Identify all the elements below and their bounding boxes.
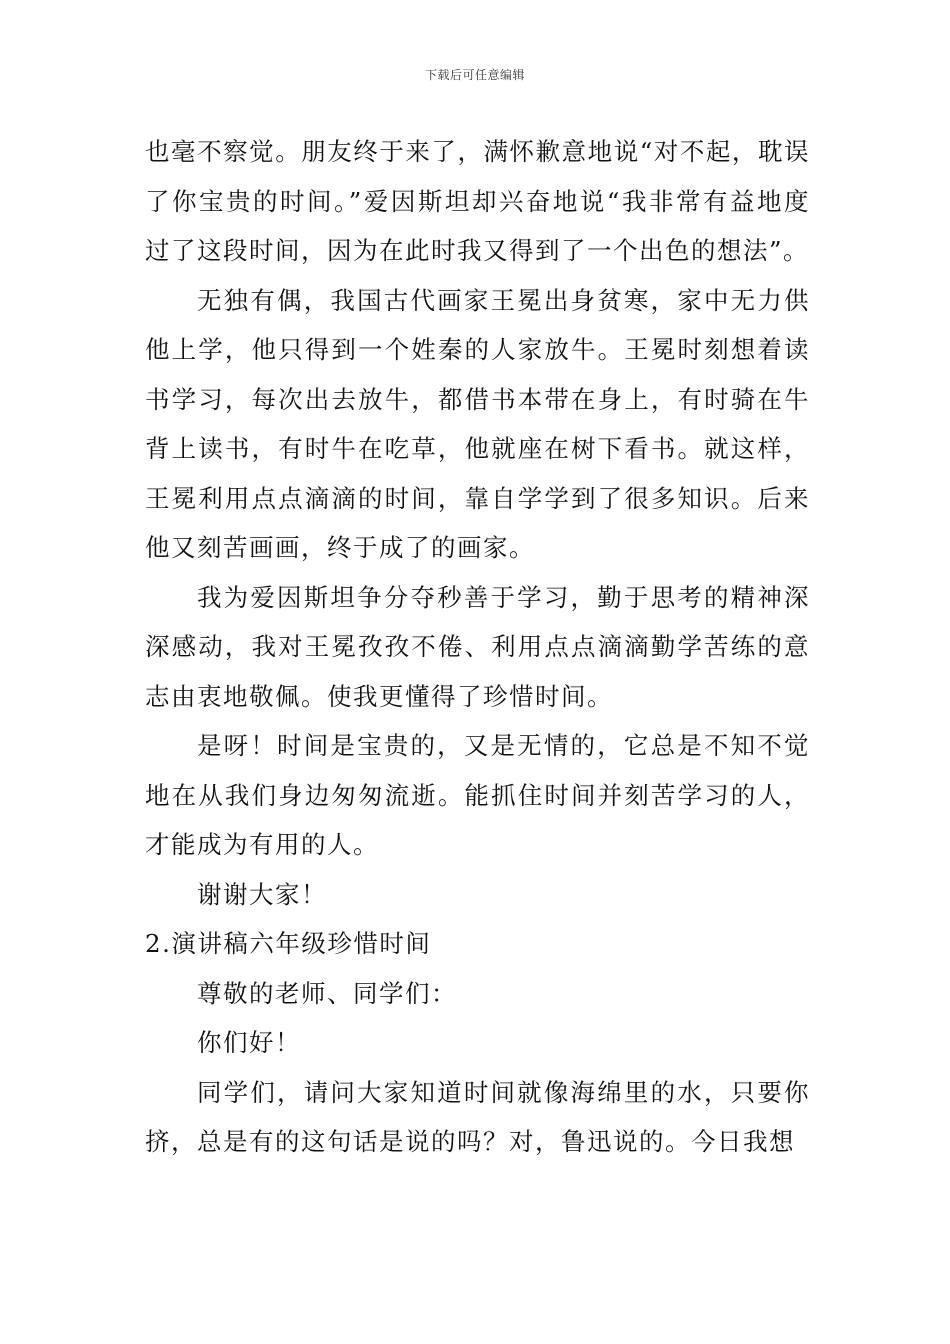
paragraph-wang-mian: 无独有偶，我国古代画家王冕出身贫寒，家中无力供他上学，他只得到一个姓秦的人家放牛。王冕时刻想着读书学习，每次出去放牛，都借书本带在身上，有时骑在牛背上读书，有时牛在吃草，他就座在树下看书。就这样，王冕利用点点滴滴的时间，靠自学学到了很多知识。后来他又刻苦画画，终于成了的画家。 <box>145 285 810 562</box>
paragraph-salutation: 尊敬的老师、同学们： <box>197 978 457 1008</box>
paragraph-thanks: 谢谢大家！ <box>197 879 327 909</box>
paragraph-opening: 同学们，请问大家知道时间就像海绵里的水，只要你挤，总是有的这句话是说的吗？对，鲁迅说的。今日我想 <box>145 1077 810 1156</box>
paragraph-conclusion: 是呀！时间是宝贵的，又是无情的，它总是不知不觉地在从我们身边匆匆流逝。能抓住时间并刻苦学习的人，才能成为有用的人。 <box>145 731 810 859</box>
page-header: 下载后可任意编辑 <box>424 68 525 82</box>
paragraph-admiration: 我为爱因斯坦争分夺秒善于学习，勤于思考的精神深深感动，我对王冕孜孜不倦、利用点点滴滴勤学苦练的意志由衷地敬佩。使我更懂得了珍惜时间。 <box>145 582 810 711</box>
section-heading: 2.演讲稿六年级珍惜时间 <box>145 929 432 958</box>
document-body <box>145 127 810 1167</box>
paragraph-continuation: 也毫不察觉。朋友终于来了，满怀歉意地说“对不起，耽误了你宝贵的时间。”爱因斯坦却兴奋地说“我非常有益地度过了这段时间，因为在此时我又得到了一个出色的想法”。 <box>145 137 810 265</box>
paragraph-greeting: 你们好！ <box>197 1028 301 1057</box>
